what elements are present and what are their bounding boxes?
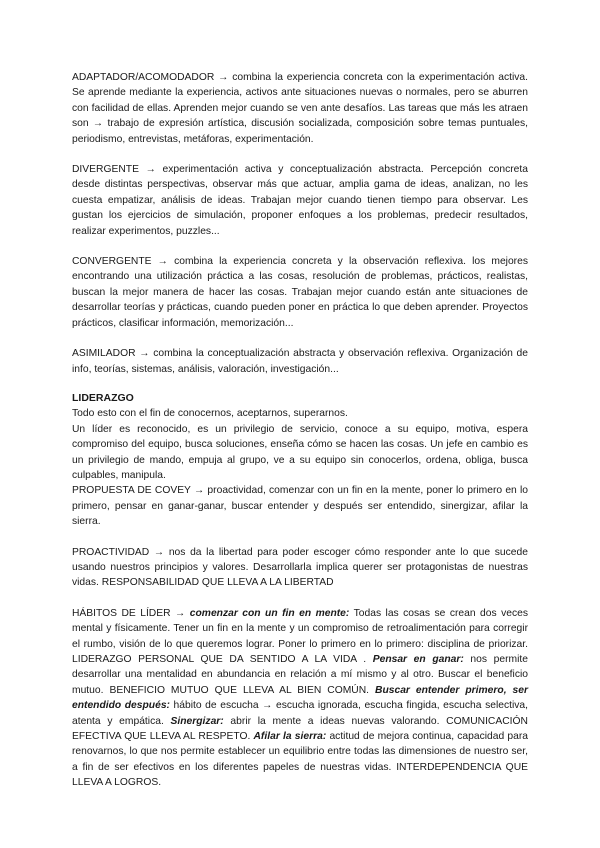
paragraph-covey: PROPUESTA DE COVEY → proactividad, comenzar con un fin en la mente, poner lo primero en lo primero, pensar en ganar-ganar, buscar entender y después ser entendido, sinergizar, afilar la sierra. xyxy=(72,485,528,528)
heading-liderazgo: LIDERAZGO xyxy=(72,391,134,404)
habito-3-text: hábito de escucha → escucha ignorada, escucha fingida, escucha selectiva, atenta y empática. xyxy=(72,700,528,727)
paragraph-habitos xyxy=(72,606,528,791)
habito-1-text: Todas las cosas se crean dos veces mental y físicamente. Tener un fin en la mente y un compromiso de retroalimentación para corregir el rumbo, visión de lo que queremos lograr. Poner lo primero en lo primero: disciplina de priorizar. LIDERAZGO PERSONAL QUE DA SENTIDO A LA VIDA . xyxy=(72,607,528,665)
habito-5-text: actitud de mejora continua, capacidad para renovarnos, lo que nos permite establecer un equilibrio entre todas las dimensiones de nuestro ser, a fin de ser efectivos en los diferentes papeles de nuestras vidas. INTERDEPENDENCIA QUE LLEVA A LOGROS. xyxy=(72,731,528,789)
habitos-lead: HÁBITOS DE LÍDER → xyxy=(72,607,190,619)
habito-1-title: comenzar con un fin en mente: xyxy=(189,607,350,619)
paragraph-divergente: DIVERGENTE → experimentación activa y conceptualización abstracta. Percepción concreta desde distintas perspectivas, observar más que actuar, amplia gama de ideas, analizan, no les cuesta empatizar, análisis de ideas. Trabajan mejor cuando tienen tiempo para observar. Les gustan los ejercicios de simulación, proponer enfoques a los problemas, predecir resultados, realizar experimentos, puzzles... xyxy=(72,164,528,237)
habito-5-title: Afilar la sierra: xyxy=(253,731,327,743)
paragraph-adaptador: ADAPTADOR/ACOMODADOR → combina la experiencia concreta con la experimentación activa. Se aprende mediante la experiencia, activos ante situaciones nuevas o normales, pero se aburren con facilidad de ellas. Aprenden mejor cuando se ven ante desafíos. Las tareas que más les atraen son → trabajo de expresión artística, discusión socializada, composición sobre temas puntuales, periodismo, entrevistas, metáforas, experimentación. xyxy=(72,72,528,145)
habito-2-text: nos permite desarrollar una mentalidad en abundancia en relación a mí mismo y al otro. Buscar el beneficio mutuo. BENEFICIO MUTUO QUE LLEVA AL BIEN COMÚN. xyxy=(72,654,528,696)
habito-4-title: Sinergizar: xyxy=(170,715,224,727)
paragraph-asimilador: ASIMILADOR → combina la conceptualización abstracta y observación reflexiva. Organización de info, teorías, sistemas, análisis, valoración, investigación... xyxy=(72,348,528,375)
habito-4-text: abrir la mente a ideas nuevas valorando. COMUNICACIÓN EFECTIVA QUE LLEVA AL RESPETO. xyxy=(72,715,528,743)
paragraph-lider-vs-jefe: Un líder es reconocido, es un privilegio de servicio, conoce a su equipo, motiva, espera compromiso del equipo, busca soluciones, enseña cómo se hacen las cosas. Un jefe en cambio es un privilegio de mando, empuja al grupo, ve a su equipo sin conocerlos, ordena, obliga, busca culpables, manipula. xyxy=(72,423,528,481)
paragraph-liderazgo-intro: Todo esto con el fin de conocernos, aceptarnos, superarnos. xyxy=(72,408,348,420)
habito-3-title: Buscar entender primero, ser entendido después: xyxy=(72,684,528,712)
paragraph-convergente: CONVERGENTE → combina la experiencia concreta y la observación reflexiva. los mejores encontrando una utilización práctica a las cosas, resolución de problemas, prácticos, realistas, buscan la mejor manera de hacer las cosas. Trabajan mejor cuando están ante situaciones de desarrollar teorías y prácticas, cuando pueden poner en práctica lo que deben aprender. Proyectos prácticos, clasificar información, memorización... xyxy=(72,256,528,329)
habito-2-title: Pensar en ganar: xyxy=(372,654,464,665)
paragraph-proactividad: PROACTIVIDAD → nos da la libertad para poder escoger cómo responder ante lo que sucede usando nuestros principios y valores. Desarrollarla implica querer ser protagonistas de nuestras vidas. RESPONSABILIDAD QUE LLEVA A LA LIBERTAD xyxy=(72,546,528,589)
